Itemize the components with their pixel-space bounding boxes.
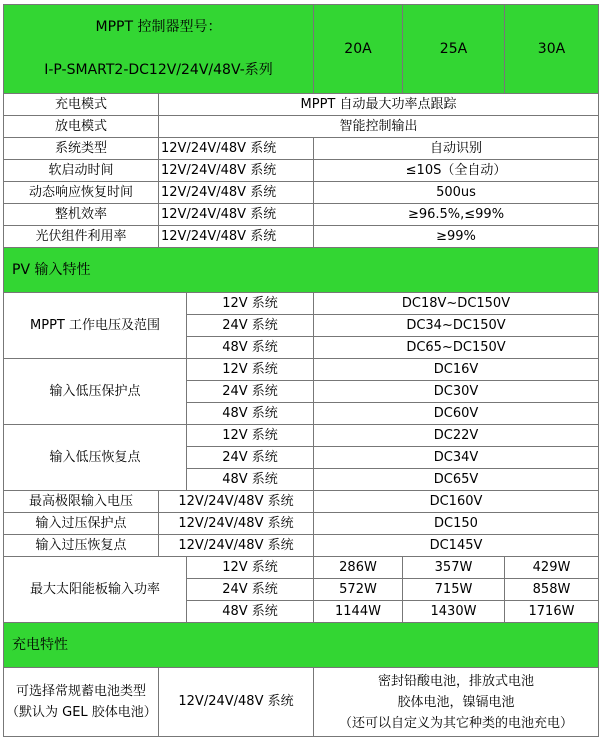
table-row <box>4 204 599 226</box>
battery-types-cell <box>314 668 599 737</box>
spec-system: 48V 系统 <box>187 337 314 359</box>
spec-value: ≥99% <box>314 226 599 248</box>
section-title-pv: PV 输入特性 <box>4 248 599 293</box>
spec-label: 最高极限输入电压 <box>4 491 159 513</box>
spec-label: 放电模式 <box>4 116 159 138</box>
battery-label-cell <box>4 668 159 737</box>
spec-value: DC30V <box>314 381 599 403</box>
battery-type-line: （还可以自定义为其它种类的电池充电） <box>338 715 573 731</box>
spec-system: 24V 系统 <box>187 315 314 337</box>
battery-type-line: 胶体电池，镍镉电池 <box>397 694 515 710</box>
spec-system: 12V 系统 <box>187 293 314 315</box>
spec-value: DC160V <box>314 491 599 513</box>
model-title-cell <box>4 5 314 94</box>
battery-type-line: 密封铅酸电池，排放式电池 <box>377 673 534 689</box>
spec-system: 48V 系统 <box>187 403 314 425</box>
battery-label-line1: 可选择常规蓄电池类型 <box>15 684 146 699</box>
table-row <box>4 138 599 160</box>
spec-system: 12V/24V/48V 系统 <box>159 513 314 535</box>
spec-system: 12V 系统 <box>187 425 314 447</box>
spec-value: ≤10S（全自动） <box>314 160 599 182</box>
power-value-30a: 1716W <box>505 601 599 623</box>
spec-system: 12V/24V/48V 系统 <box>159 138 314 160</box>
power-value-25a: 1430W <box>403 601 505 623</box>
spec-label: 动态响应恢复时间 <box>4 182 159 204</box>
spec-label: 光伏组件利用率 <box>4 226 159 248</box>
header-row <box>4 5 599 94</box>
power-value-30a: 858W <box>505 579 599 601</box>
spec-value: DC34V <box>314 447 599 469</box>
spec-system: 12V 系统 <box>187 359 314 381</box>
spec-label: 软启动时间 <box>4 160 159 182</box>
model-25a-header: 25A <box>403 5 505 94</box>
table-row <box>4 94 599 116</box>
table-row <box>4 557 599 579</box>
spec-value: 自动识别 <box>314 138 599 160</box>
table-row <box>4 182 599 204</box>
group-label: 输入低压恢复点 <box>4 425 187 491</box>
power-value-25a: 357W <box>403 557 505 579</box>
model-title-line1: MPPT 控制器型号： <box>95 19 222 35</box>
table-row <box>4 513 599 535</box>
section-row-charge <box>4 623 599 668</box>
power-value-20a: 572W <box>314 579 403 601</box>
battery-label-line2: （默认为 GEL 胶体电池） <box>6 705 157 720</box>
spec-system: 12V 系统 <box>187 557 314 579</box>
spec-system: 12V/24V/48V 系统 <box>159 160 314 182</box>
spec-system: 24V 系统 <box>187 579 314 601</box>
spec-system: 48V 系统 <box>187 601 314 623</box>
spec-label: 输入过压恢复点 <box>4 535 159 557</box>
spec-value: 500us <box>314 182 599 204</box>
spec-label: 充电模式 <box>4 94 159 116</box>
spec-system: 12V/24V/48V 系统 <box>159 204 314 226</box>
table-row <box>4 293 599 315</box>
spec-table <box>3 4 599 737</box>
model-30a-header: 30A <box>505 5 599 94</box>
spec-label: 整机效率 <box>4 204 159 226</box>
power-value-30a: 429W <box>505 557 599 579</box>
power-value-20a: 1144W <box>314 601 403 623</box>
spec-value: DC22V <box>314 425 599 447</box>
spec-value: DC150 <box>314 513 599 535</box>
table-row <box>4 425 599 447</box>
spec-value: MPPT 自动最大功率点跟踪 <box>159 94 599 116</box>
group-label: MPPT 工作电压及范围 <box>4 293 187 359</box>
spec-value: DC16V <box>314 359 599 381</box>
table-row <box>4 116 599 138</box>
spec-value: DC65~DC150V <box>314 337 599 359</box>
spec-system: 12V/24V/48V 系统 <box>159 226 314 248</box>
spec-system: 12V/24V/48V 系统 <box>159 182 314 204</box>
spec-value: DC65V <box>314 469 599 491</box>
spec-value: ≥96.5%,≤99% <box>314 204 599 226</box>
table-row <box>4 668 599 737</box>
table-row <box>4 491 599 513</box>
section-title-charge: 充电特性 <box>4 623 599 668</box>
spec-value: DC18V~DC150V <box>314 293 599 315</box>
spec-value: 智能控制输出 <box>159 116 599 138</box>
power-value-20a: 286W <box>314 557 403 579</box>
group-label: 输入低压保护点 <box>4 359 187 425</box>
section-row-pv <box>4 248 599 293</box>
spec-value: DC145V <box>314 535 599 557</box>
model-title-line2: I-P-SMART2-DC12V/24V/48V-系列 <box>44 62 273 78</box>
spec-system: 12V/24V/48V 系统 <box>159 491 314 513</box>
table-row <box>4 226 599 248</box>
table-row <box>4 359 599 381</box>
spec-system: 12V/24V/48V 系统 <box>159 668 314 737</box>
table-row <box>4 160 599 182</box>
model-20a-header: 20A <box>314 5 403 94</box>
spec-label: 系统类型 <box>4 138 159 160</box>
spec-system: 24V 系统 <box>187 447 314 469</box>
group-label: 最大太阳能板输入功率 <box>4 557 187 623</box>
power-value-25a: 715W <box>403 579 505 601</box>
spec-label: 输入过压保护点 <box>4 513 159 535</box>
spec-value: DC60V <box>314 403 599 425</box>
spec-value: DC34~DC150V <box>314 315 599 337</box>
table-row <box>4 535 599 557</box>
spec-system: 12V/24V/48V 系统 <box>159 535 314 557</box>
spec-system: 24V 系统 <box>187 381 314 403</box>
spec-system: 48V 系统 <box>187 469 314 491</box>
